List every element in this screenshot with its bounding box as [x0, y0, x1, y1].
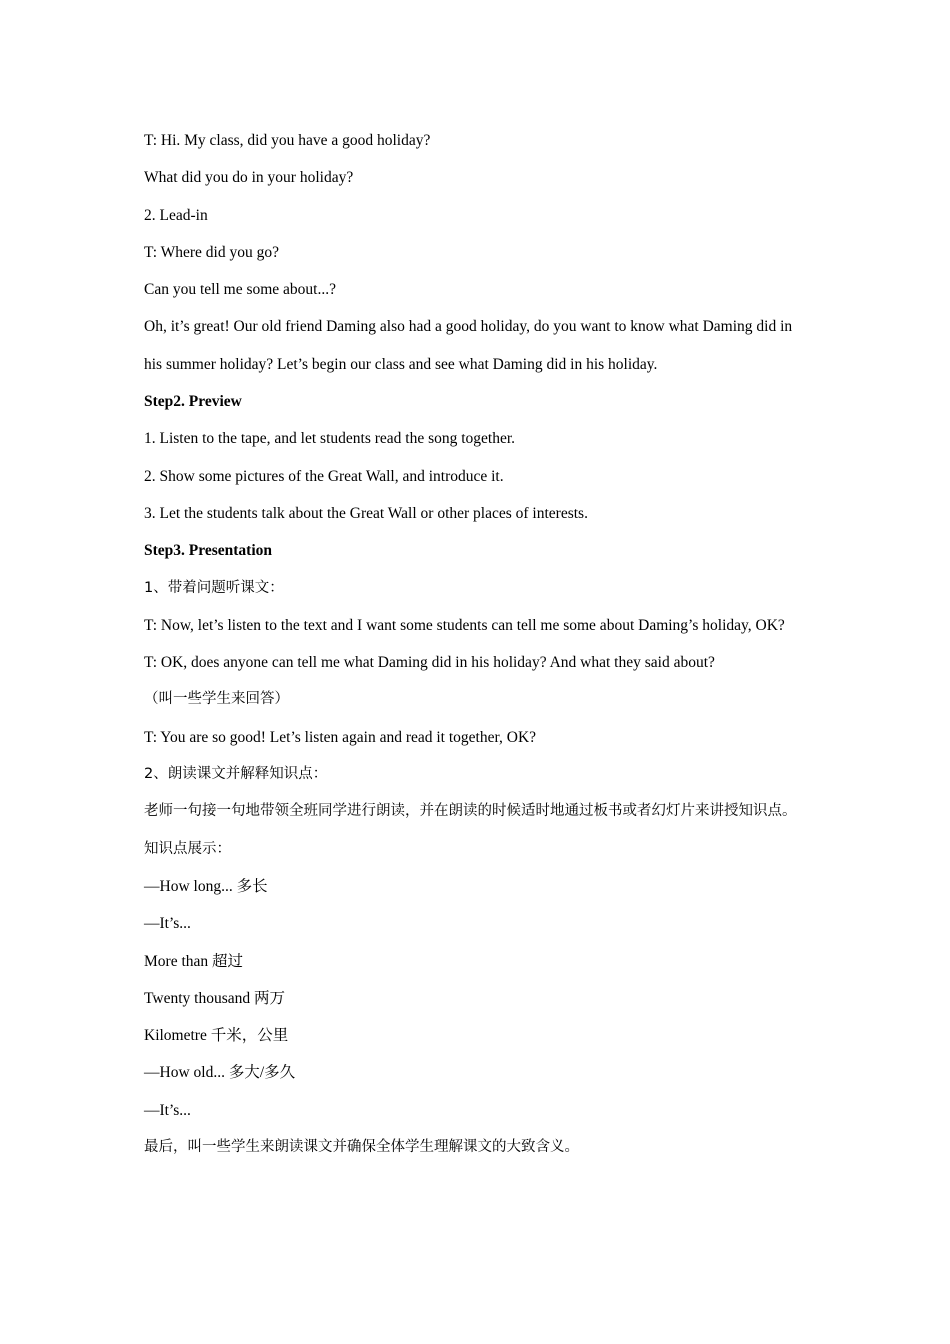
- teacher-reading-paragraph: 老师一句接一句地带领全班同学进行朗读，并在朗读的时候适时地通过板书或者幻灯片来讲授知识点。: [144, 803, 797, 820]
- so-good-line: T: You are so good! Let’s listen again and read it together, OK?: [144, 728, 537, 746]
- final-instruction-line: 最后，叫一些学生来朗读课文并确保全体学生理解课文的大致含义。: [144, 1139, 579, 1156]
- preview-item-3: 3. Let the students talk about the Great Wall or other places of interests.: [144, 504, 588, 522]
- daming-intro-paragraph: Oh, it’s great! Our old friend Daming also had a good holiday, do you want to know what Daming did in his summer holiday? Let’s begin our class and see what Daming did in his holiday.: [144, 318, 793, 373]
- preview-item-2: 2. Show some pictures of the Great Wall, and introduce it.: [144, 467, 504, 485]
- call-students-note: （叫一些学生来回答）: [144, 691, 289, 708]
- tell-me-line: Can you tell me some about...?: [144, 281, 336, 299]
- anyone-tell-line: T: OK, does anyone can tell me what Daming did in his holiday? And what they said about?: [144, 654, 715, 672]
- knowledge-points-heading: 知识点展示：: [144, 840, 231, 857]
- knowledge-twenty-thousand: Twenty thousand 两万: [144, 989, 285, 1007]
- question-line: What did you do in your holiday?: [144, 169, 354, 187]
- presentation-item-2-heading: 2、朗读课文并解释知识点：: [144, 766, 328, 783]
- preview-item-1: 1. Listen to the tape, and let students read the song together.: [144, 430, 516, 448]
- knowledge-how-old: —How old... 多大/多久: [144, 1064, 296, 1082]
- greeting-line: T: Hi. My class, did you have a good holiday?: [144, 132, 431, 149]
- presentation-item-1-heading: 1、带着问题听课文：: [144, 579, 284, 596]
- step2-heading: Step2. Preview: [144, 393, 242, 411]
- knowledge-its-1: —It’s...: [144, 915, 191, 933]
- where-question-line: T: Where did you go?: [144, 243, 279, 261]
- knowledge-kilometre: Kilometre 千米，公里: [144, 1027, 289, 1045]
- knowledge-more-than: More than 超过: [144, 952, 244, 970]
- lead-in-heading: 2. Lead-in: [144, 206, 208, 224]
- document-body: [144, 122, 810, 1166]
- step3-heading: Step3. Presentation: [144, 542, 273, 560]
- listen-text-paragraph: T: Now, let’s listen to the text and I want some students can tell me some about Daming’s holiday, OK?: [144, 616, 785, 634]
- knowledge-its-2: —It’s...: [144, 1101, 191, 1119]
- knowledge-how-long: —How long... 多长: [144, 877, 268, 895]
